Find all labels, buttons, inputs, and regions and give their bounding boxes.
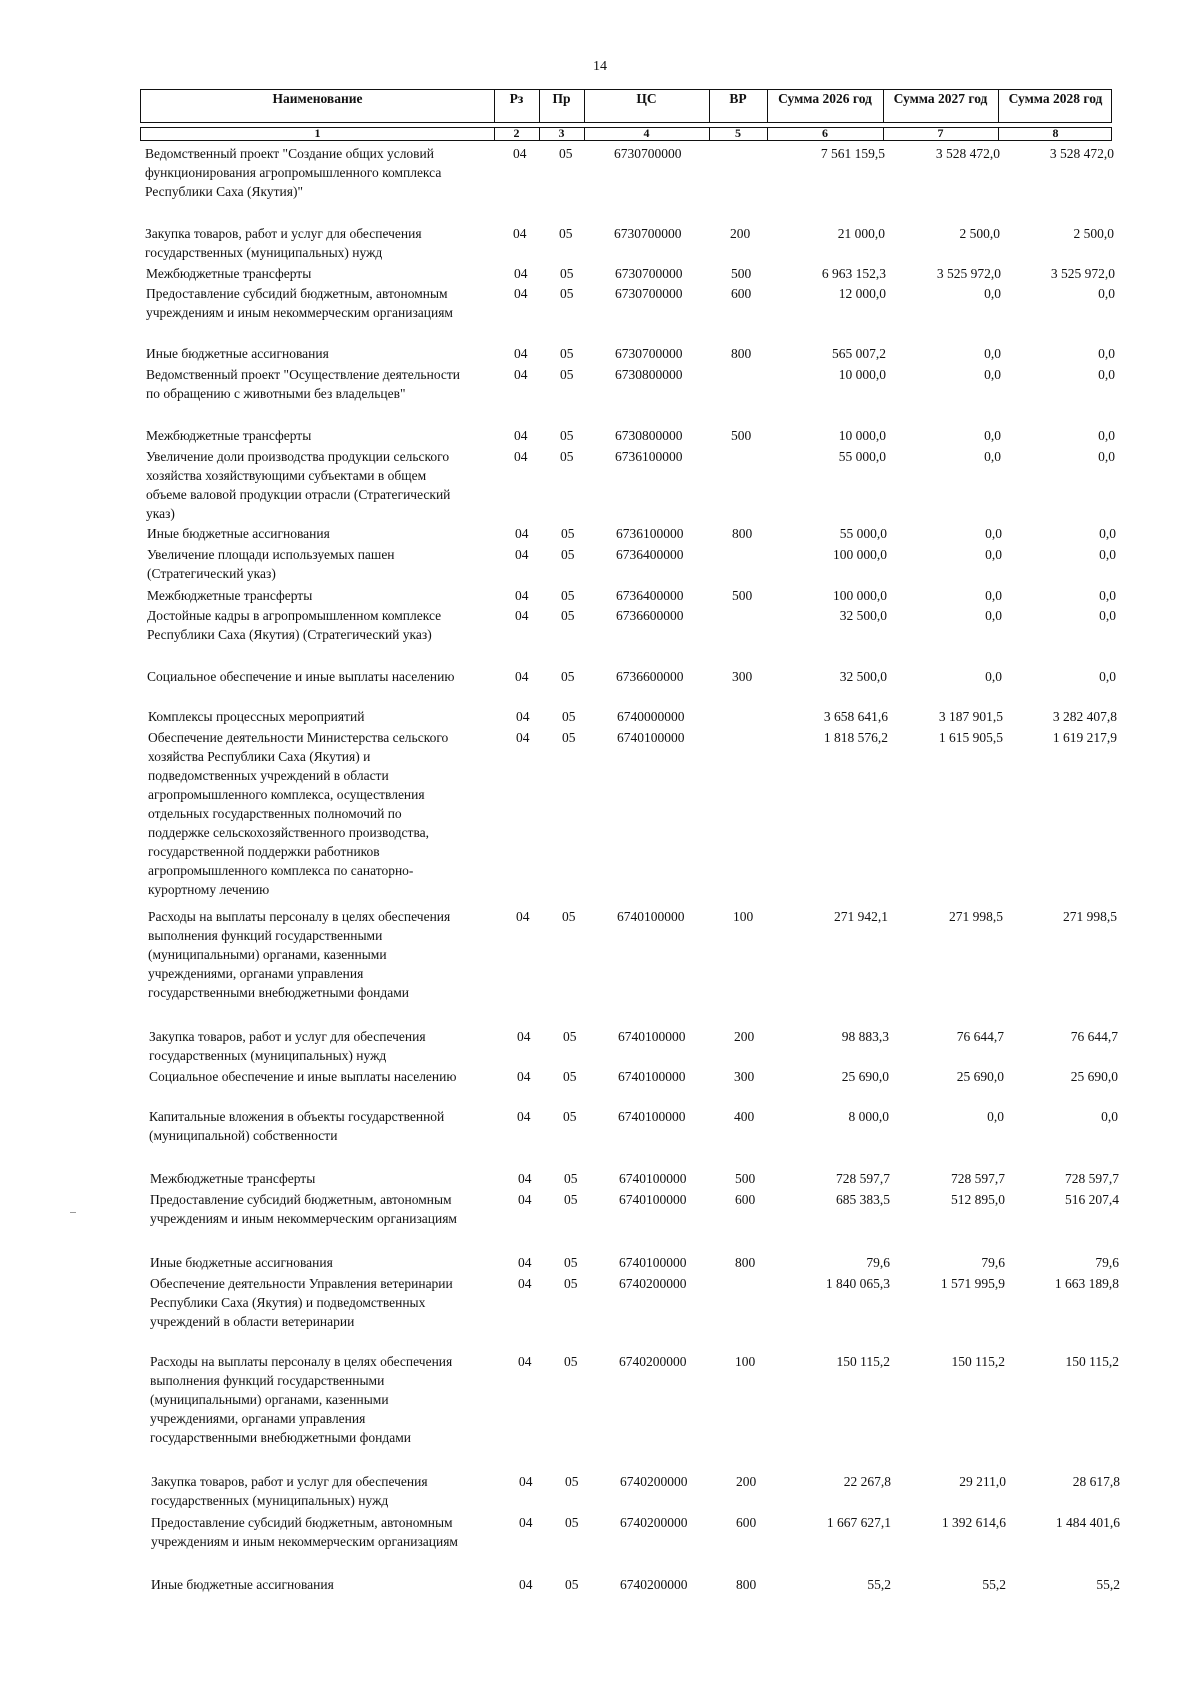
row-sum-2028: 0,0 xyxy=(1098,286,1115,301)
row-name-line: Межбюджетные трансферты xyxy=(150,1171,316,1186)
row-pr: 05 xyxy=(561,526,575,541)
row-vr: 800 xyxy=(731,346,752,361)
row-cs: 6736600000 xyxy=(616,669,684,684)
row-pr: 05 xyxy=(565,1577,579,1592)
row-sum-2028: 76 644,7 xyxy=(1070,1029,1118,1044)
row-name xyxy=(145,224,500,262)
row-vr: 200 xyxy=(736,1474,757,1489)
row-name xyxy=(150,1352,505,1447)
row-sum-2026: 1 840 065,3 xyxy=(825,1276,890,1291)
header-sum-2027: Сумма 2027 год xyxy=(893,91,988,106)
row-cs: 6740200000 xyxy=(620,1474,688,1489)
row-sum-2026: 7 561 159,5 xyxy=(820,146,885,161)
row-pr: 05 xyxy=(560,428,574,443)
row-sum-2027: 0,0 xyxy=(985,547,1002,562)
row-rz: 04 xyxy=(518,1354,532,1369)
row-sum-2027: 2 500,0 xyxy=(959,226,1000,241)
row-sum-2028: 0,0 xyxy=(1099,669,1116,684)
row-pr: 05 xyxy=(565,1474,579,1489)
row-name-line: хозяйства Республики Саха (Якутия) и xyxy=(148,749,371,764)
row-sum-2028: 0,0 xyxy=(1098,346,1115,361)
row-name xyxy=(147,545,502,583)
row-name xyxy=(146,426,501,445)
row-sum-2028: 28 617,8 xyxy=(1072,1474,1120,1489)
row-sum-2028: 79,6 xyxy=(1095,1255,1119,1270)
header-name: Наименование xyxy=(272,91,363,106)
row-name-line: поддержке сельскохозяйственного производства, xyxy=(148,825,430,840)
row-pr: 05 xyxy=(560,367,574,382)
row-cs: 6730800000 xyxy=(615,428,683,443)
row-sum-2026: 12 000,0 xyxy=(838,286,886,301)
row-name-line: отдельных государственных полномочий по xyxy=(148,806,402,821)
row-sum-2028: 728 597,7 xyxy=(1065,1171,1119,1186)
column-number: 8 xyxy=(1052,126,1059,140)
row-cs: 6740100000 xyxy=(618,1069,686,1084)
row-pr: 05 xyxy=(561,608,575,623)
row-name-line: Иные бюджетные ассигнования xyxy=(151,1577,334,1592)
row-vr: 200 xyxy=(730,226,751,241)
row-pr: 05 xyxy=(564,1192,578,1207)
row-sum-2028: 0,0 xyxy=(1099,547,1116,562)
row-name-line: Республики Саха (Якутия) и подведомственных xyxy=(150,1295,426,1310)
row-name-line: учреждениям и иным некоммерческим организациям xyxy=(146,305,453,320)
row-cs: 6730700000 xyxy=(614,146,682,161)
row-name xyxy=(148,728,503,899)
row-vr: 800 xyxy=(732,526,753,541)
row-cs: 6740100000 xyxy=(617,909,685,924)
row-rz: 04 xyxy=(514,286,528,301)
row-sum-2028: 271 998,5 xyxy=(1063,909,1117,924)
row-name-line: (Стратегический указ) xyxy=(147,566,276,581)
row-sum-2028: 0,0 xyxy=(1098,449,1115,464)
row-sum-2028: 3 528 472,0 xyxy=(1049,146,1114,161)
row-pr: 05 xyxy=(564,1255,578,1270)
row-sum-2027: 150 115,2 xyxy=(951,1354,1005,1369)
row-name-line: функционирования агропромышленного комплекса xyxy=(145,165,442,180)
row-name-line: Иные бюджетные ассигнования xyxy=(150,1255,333,1270)
row-name-line: Обеспечение деятельности Министерства сельского xyxy=(148,730,449,745)
row-name-line: государственными внебюджетными фондами xyxy=(150,1430,412,1445)
row-sum-2026: 79,6 xyxy=(866,1255,890,1270)
row-cs: 6730700000 xyxy=(614,226,682,241)
row-sum-2028: 3 282 407,8 xyxy=(1052,709,1117,724)
row-name-line: Расходы на выплаты персоналу в целях обеспечения xyxy=(150,1354,453,1369)
column-number: 5 xyxy=(735,126,741,140)
row-name-line: учреждениям и иным некоммерческим организациям xyxy=(151,1534,458,1549)
header-sum-2026: Сумма 2026 год xyxy=(778,91,872,106)
row-sum-2026: 32 500,0 xyxy=(839,608,887,623)
row-rz: 04 xyxy=(513,146,527,161)
column-number: 7 xyxy=(937,126,944,140)
row-sum-2027: 1 392 614,6 xyxy=(941,1515,1006,1530)
row-sum-2027: 0,0 xyxy=(984,346,1001,361)
row-sum-2026: 6 963 152,3 xyxy=(821,266,886,281)
row-sum-2026: 685 383,5 xyxy=(836,1192,890,1207)
row-sum-2027: 3 528 472,0 xyxy=(935,146,1000,161)
row-name-line: Предоставление субсидий бюджетным, автономным xyxy=(146,286,448,301)
row-name-line: Увеличение доли производства продукции сельского xyxy=(146,449,450,464)
row-name xyxy=(150,1253,505,1272)
row-sum-2026: 32 500,0 xyxy=(839,669,887,684)
margin-mark xyxy=(70,1212,76,1213)
row-sum-2027: 0,0 xyxy=(987,1109,1004,1124)
header-vr: ВР xyxy=(729,91,747,106)
row-sum-2028: 2 500,0 xyxy=(1073,226,1114,241)
row-rz: 04 xyxy=(514,266,528,281)
row-sum-2026: 1 818 576,2 xyxy=(823,730,888,745)
row-name-line: по обращению с животными без владельцев" xyxy=(146,386,406,401)
row-sum-2026: 98 883,3 xyxy=(841,1029,889,1044)
row-name xyxy=(147,524,502,543)
row-vr: 600 xyxy=(735,1192,756,1207)
row-sum-2027: 0,0 xyxy=(984,367,1001,382)
row-name xyxy=(146,447,501,523)
row-sum-2027: 76 644,7 xyxy=(956,1029,1004,1044)
row-rz: 04 xyxy=(517,1069,531,1084)
row-name-line: Республики Саха (Якутия) (Стратегический указ) xyxy=(147,627,432,642)
row-name-line: государственных (муниципальных) нужд xyxy=(145,245,383,260)
row-sum-2028: 1 663 189,8 xyxy=(1054,1276,1119,1291)
row-pr: 05 xyxy=(563,1069,577,1084)
row-cs: 6736100000 xyxy=(616,526,684,541)
row-sum-2028: 25 690,0 xyxy=(1070,1069,1118,1084)
row-name-line: объеме валовой продукции отрасли (Стратегический xyxy=(146,487,451,502)
column-number: 6 xyxy=(822,126,828,140)
row-vr: 100 xyxy=(735,1354,756,1369)
row-rz: 04 xyxy=(518,1276,532,1291)
row-rz: 04 xyxy=(515,669,529,684)
row-cs: 6736400000 xyxy=(616,588,684,603)
row-name-line: Межбюджетные трансферты xyxy=(147,588,313,603)
row-cs: 6740200000 xyxy=(620,1577,688,1592)
row-sum-2027: 0,0 xyxy=(985,608,1002,623)
column-number: 1 xyxy=(314,126,321,140)
row-vr: 800 xyxy=(735,1255,756,1270)
row-name-line: агропромышленного комплекса по санаторно- xyxy=(148,863,414,878)
row-rz: 04 xyxy=(519,1577,533,1592)
row-cs: 6730700000 xyxy=(615,346,683,361)
row-sum-2028: 1 484 401,6 xyxy=(1055,1515,1120,1530)
row-rz: 04 xyxy=(514,346,528,361)
column-numbers-row xyxy=(140,127,1112,141)
row-name-line: учреждениями, органами управления xyxy=(148,966,364,981)
row-cs: 6730700000 xyxy=(615,286,683,301)
row-name-line: курортному лечению xyxy=(148,882,270,897)
row-name-line: Капитальные вложения в объекты государственной xyxy=(149,1109,445,1124)
row-pr: 05 xyxy=(561,669,575,684)
row-sum-2028: 1 619 217,9 xyxy=(1052,730,1117,745)
row-name-line: (муниципальной) собственности xyxy=(149,1128,338,1143)
row-name-line: государственной поддержки работников xyxy=(148,844,380,859)
row-cs: 6730700000 xyxy=(615,266,683,281)
header-cs: ЦС xyxy=(636,91,657,106)
row-sum-2027: 512 895,0 xyxy=(951,1192,1005,1207)
page-number: 14 xyxy=(593,59,607,74)
row-name-line: Обеспечение деятельности Управления ветеринарии xyxy=(150,1276,453,1291)
row-name xyxy=(149,1067,504,1086)
row-rz: 04 xyxy=(516,909,530,924)
row-name-line: Закупка товаров, работ и услуг для обеспечения xyxy=(149,1029,426,1044)
row-rz: 04 xyxy=(514,449,528,464)
row-sum-2026: 55,2 xyxy=(867,1577,891,1592)
row-sum-2026: 150 115,2 xyxy=(836,1354,890,1369)
row-rz: 04 xyxy=(516,709,530,724)
row-sum-2028: 55,2 xyxy=(1096,1577,1120,1592)
row-sum-2026: 55 000,0 xyxy=(839,526,887,541)
row-pr: 05 xyxy=(559,226,573,241)
row-sum-2028: 0,0 xyxy=(1099,588,1116,603)
row-pr: 05 xyxy=(563,1029,577,1044)
row-vr: 200 xyxy=(734,1029,755,1044)
row-name-line: учреждений в области ветеринарии xyxy=(150,1314,355,1329)
row-sum-2027: 0,0 xyxy=(985,588,1002,603)
row-cs: 6736400000 xyxy=(616,547,684,562)
row-name-line: хозяйства хозяйствующими субъектами в общем xyxy=(146,468,427,483)
row-name-line: Комплексы процессных мероприятий xyxy=(148,709,365,724)
row-vr: 300 xyxy=(732,669,753,684)
row-cs: 6740200000 xyxy=(620,1515,688,1530)
row-vr: 500 xyxy=(731,266,752,281)
row-cs: 6740100000 xyxy=(619,1171,687,1186)
row-name-line: подведомственных учреждений в области xyxy=(148,768,389,783)
row-sum-2026: 8 000,0 xyxy=(848,1109,889,1124)
row-name xyxy=(146,264,501,283)
row-rz: 04 xyxy=(518,1171,532,1186)
row-name xyxy=(151,1513,506,1551)
row-rz: 04 xyxy=(516,730,530,745)
row-pr: 05 xyxy=(560,286,574,301)
row-name-line: агропромышленного комплекса, осуществления xyxy=(148,787,425,802)
row-rz: 04 xyxy=(515,588,529,603)
row-rz: 04 xyxy=(513,226,527,241)
row-sum-2027: 55,2 xyxy=(982,1577,1006,1592)
row-rz: 04 xyxy=(515,526,529,541)
row-vr: 500 xyxy=(735,1171,756,1186)
row-pr: 05 xyxy=(564,1276,578,1291)
row-sum-2027: 728 597,7 xyxy=(951,1171,1005,1186)
row-sum-2026: 55 000,0 xyxy=(838,449,886,464)
row-sum-2027: 3 525 972,0 xyxy=(936,266,1001,281)
row-name xyxy=(149,1107,504,1145)
row-name xyxy=(147,667,502,686)
row-name xyxy=(148,907,503,1002)
row-pr: 05 xyxy=(562,730,576,745)
row-name-line: Иные бюджетные ассигнования xyxy=(147,526,330,541)
column-number: 4 xyxy=(643,126,650,140)
row-cs: 6740200000 xyxy=(619,1354,687,1369)
row-sum-2027: 0,0 xyxy=(984,449,1001,464)
row-cs: 6740100000 xyxy=(618,1029,686,1044)
row-sum-2028: 0,0 xyxy=(1101,1109,1118,1124)
row-name xyxy=(147,586,502,605)
column-number: 3 xyxy=(558,126,565,140)
row-rz: 04 xyxy=(518,1192,532,1207)
row-name-line: (муниципальными) органами, казенными xyxy=(148,947,387,962)
row-sum-2026: 271 942,1 xyxy=(834,909,888,924)
row-vr: 300 xyxy=(734,1069,755,1084)
row-vr: 800 xyxy=(736,1577,757,1592)
row-pr: 05 xyxy=(565,1515,579,1530)
row-cs: 6736100000 xyxy=(615,449,683,464)
row-pr: 05 xyxy=(562,909,576,924)
row-name-line: Предоставление субсидий бюджетным, автономным xyxy=(151,1515,453,1530)
row-name xyxy=(150,1169,505,1188)
row-sum-2027: 79,6 xyxy=(981,1255,1005,1270)
row-rz: 04 xyxy=(515,608,529,623)
row-sum-2027: 0,0 xyxy=(984,428,1001,443)
row-name-line: Межбюджетные трансферты xyxy=(146,428,312,443)
row-name-line: Предоставление субсидий бюджетным, автономным xyxy=(150,1192,452,1207)
row-sum-2026: 100 000,0 xyxy=(833,547,887,562)
row-name-line: Ведомственный проект "Осуществление деятельности xyxy=(146,367,461,382)
header-pr: Пр xyxy=(552,91,571,106)
row-vr: 100 xyxy=(733,909,754,924)
row-sum-2028: 0,0 xyxy=(1099,526,1116,541)
row-sum-2027: 1 571 995,9 xyxy=(940,1276,1005,1291)
row-name-line: (муниципальными) органами, казенными xyxy=(150,1392,389,1407)
row-name-line: Закупка товаров, работ и услуг для обеспечения xyxy=(151,1474,428,1489)
row-name xyxy=(149,1027,504,1065)
row-name-line: Увеличение площади используемых пашен xyxy=(147,547,395,562)
row-name-line: Межбюджетные трансферты xyxy=(146,266,312,281)
row-rz: 04 xyxy=(514,367,528,382)
header-sum-2028: Сумма 2028 год xyxy=(1008,91,1103,106)
row-sum-2026: 21 000,0 xyxy=(837,226,885,241)
row-pr: 05 xyxy=(561,547,575,562)
row-cs: 6730800000 xyxy=(615,367,683,382)
row-pr: 05 xyxy=(560,266,574,281)
row-sum-2028: 0,0 xyxy=(1098,367,1115,382)
row-name-line: выполнения функций государственными xyxy=(150,1373,385,1388)
row-pr: 05 xyxy=(560,449,574,464)
row-sum-2026: 565 007,2 xyxy=(832,346,886,361)
row-sum-2026: 728 597,7 xyxy=(836,1171,890,1186)
row-sum-2028: 516 207,4 xyxy=(1065,1192,1119,1207)
table-header xyxy=(140,89,1112,123)
row-sum-2027: 25 690,0 xyxy=(956,1069,1004,1084)
row-sum-2026: 22 267,8 xyxy=(843,1474,891,1489)
row-name-line: Социальное обеспечение и иные выплаты населению xyxy=(149,1069,457,1084)
row-name-line: Республики Саха (Якутия)" xyxy=(145,184,303,199)
row-sum-2027: 271 998,5 xyxy=(949,909,1003,924)
row-name xyxy=(145,144,500,201)
row-name-line: учреждениями, органами управления xyxy=(150,1411,366,1426)
row-sum-2027: 3 187 901,5 xyxy=(938,709,1003,724)
row-cs: 6740100000 xyxy=(617,730,685,745)
row-rz: 04 xyxy=(519,1474,533,1489)
row-name-line: государственными внебюджетными фондами xyxy=(148,985,410,1000)
row-name-line: Расходы на выплаты персоналу в целях обеспечения xyxy=(148,909,451,924)
row-vr: 500 xyxy=(732,588,753,603)
row-name-line: Иные бюджетные ассигнования xyxy=(146,346,329,361)
row-sum-2026: 10 000,0 xyxy=(838,428,886,443)
row-pr: 05 xyxy=(561,588,575,603)
row-name xyxy=(147,606,502,644)
row-sum-2028: 0,0 xyxy=(1099,608,1116,623)
row-name xyxy=(150,1274,505,1331)
row-sum-2027: 29 211,0 xyxy=(959,1474,1006,1489)
row-pr: 05 xyxy=(564,1171,578,1186)
row-rz: 04 xyxy=(517,1029,531,1044)
row-pr: 05 xyxy=(560,346,574,361)
row-name-line: Достойные кадры в агропромышленном комплексе xyxy=(147,608,442,623)
row-pr: 05 xyxy=(562,709,576,724)
row-name xyxy=(146,344,501,363)
row-cs: 6740100000 xyxy=(619,1192,687,1207)
header-rz: Рз xyxy=(509,91,524,106)
row-name-line: выполнения функций государственными xyxy=(148,928,383,943)
row-sum-2026: 1 667 627,1 xyxy=(826,1515,891,1530)
row-cs: 6740200000 xyxy=(619,1276,687,1291)
row-sum-2027: 0,0 xyxy=(985,669,1002,684)
row-name-line: государственных (муниципальных) нужд xyxy=(151,1493,389,1508)
row-sum-2028: 150 115,2 xyxy=(1065,1354,1119,1369)
row-cs: 6740000000 xyxy=(617,709,685,724)
row-rz: 04 xyxy=(519,1515,533,1530)
row-cs: 6740100000 xyxy=(618,1109,686,1124)
row-name xyxy=(151,1575,506,1594)
row-pr: 05 xyxy=(559,146,573,161)
row-sum-2027: 0,0 xyxy=(984,286,1001,301)
row-rz: 04 xyxy=(515,547,529,562)
row-name-line: Социальное обеспечение и иные выплаты населению xyxy=(147,669,455,684)
row-pr: 05 xyxy=(564,1354,578,1369)
row-name xyxy=(151,1472,506,1510)
row-name-line: Ведомственный проект "Создание общих условий xyxy=(145,146,435,161)
row-name xyxy=(150,1190,505,1228)
row-sum-2028: 0,0 xyxy=(1098,428,1115,443)
row-vr: 600 xyxy=(731,286,752,301)
row-sum-2026: 25 690,0 xyxy=(841,1069,889,1084)
row-rz: 04 xyxy=(514,428,528,443)
row-cs: 6740100000 xyxy=(619,1255,687,1270)
row-vr: 400 xyxy=(734,1109,755,1124)
row-name xyxy=(146,365,501,403)
row-name-line: учреждениям и иным некоммерческим организациям xyxy=(150,1211,457,1226)
row-vr: 600 xyxy=(736,1515,757,1530)
row-name-line: государственных (муниципальных) нужд xyxy=(149,1048,387,1063)
row-cs: 6736600000 xyxy=(616,608,684,623)
row-sum-2026: 10 000,0 xyxy=(838,367,886,382)
row-name xyxy=(146,284,501,322)
column-number: 2 xyxy=(513,126,520,140)
row-sum-2028: 3 525 972,0 xyxy=(1050,266,1115,281)
row-rz: 04 xyxy=(517,1109,531,1124)
row-name-line: Закупка товаров, работ и услуг для обеспечения xyxy=(145,226,422,241)
row-rz: 04 xyxy=(518,1255,532,1270)
row-vr: 500 xyxy=(731,428,752,443)
row-pr: 05 xyxy=(563,1109,577,1124)
row-sum-2026: 100 000,0 xyxy=(833,588,887,603)
row-sum-2026: 3 658 641,6 xyxy=(823,709,888,724)
row-sum-2027: 1 615 905,5 xyxy=(938,730,1003,745)
row-name-line: указ) xyxy=(146,506,175,521)
row-sum-2027: 0,0 xyxy=(985,526,1002,541)
row-name xyxy=(148,707,503,726)
